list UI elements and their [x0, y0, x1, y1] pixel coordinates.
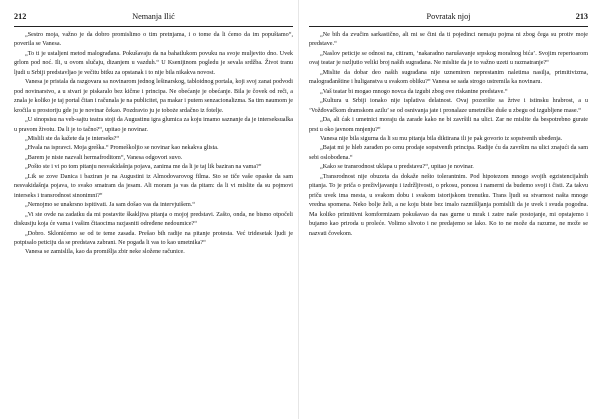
- book-gutter: [298, 0, 299, 419]
- paragraph: „Dobro. Sklonićemo se od te teme zasada. Prešao bih radije na pitanje protesta. Već tridesetak ljudi je potpisalo peticiju da se predstava zabrani. Ne pogađa li vas to kao umetnika?“: [14, 230, 293, 246]
- paragraph: „Barem je niste nazvali hermafroditom“, Vanesa odgovori suvo.: [25, 154, 183, 161]
- paragraph: „Mislili ste da kažete da je interseks?“: [25, 135, 120, 142]
- paragraph: „To ti je ustaljeni metod malograđana. Pokušavaju da na bahatlukom povuku na svoje muljevito dno. Uvek grlom pod noć. Ili, u ovom slučaju, dizanjem u vazduh.“ U Ksenijinom pogledu je sevala srdžba. Život tranu ljudi u Srbiji predstavljao je večitu bitku za opstanak i to nije bila nikakva novost.: [14, 50, 293, 76]
- paragraph: „Transrodnost nije obuzeta da dokaže nešto tolerantnim. Pod hipotezom mnogo svojih egzistencijalnih pitanja. To je priča o preživljavanju i izdržljivosti, o prkosu, ponosu i namerni da budemo svoji i čisti. Za takvu priču uvek ima mesta, u svakom dobu i svakom istorijskom trenutku. Trans ljudi su stvarnost našta mnoge vredna spomena. Neko bolje želi, a ne koju biste bez imalo razmišljanja pomislili da je uvek i svuda pogodna. Ma koliko primitivni komformizam pokušavao da nas gurne u mrak i zatre naše postojanje, mi opstajemo i bujamo kao priroda u proleće. Volimo slivoto i ne predajemo se lako. Ko to ne može da razume, ne može se nazvati čovekom.: [309, 173, 588, 237]
- paragraph: „Hvala na ispravci. Moja greška.“ Promeškoljio se novinar kao nekakva glista.: [25, 145, 219, 152]
- paragraph: „Kako se transrodnost uklapa u predstavu?“, upitao je novinar.: [320, 164, 474, 171]
- paragraph: „Lik se zove Danica i baziran je na Augustini iz Almodovarovog filma. Sto se tiče vaše opaske da sam nesvakidašnja pojava, to svako smatram da jesam. Ali moram ja vas da pitam: da li vi mislite da su pojmovi interseks i transrodnost sinonimni?“: [14, 173, 293, 199]
- right-page: [309, 0, 588, 419]
- left-page-number: 212: [14, 12, 27, 21]
- paragraph: Vanesa je pristala da razgovara sa novinarom jednog lešinarskog, tabloidnog portala, koji svoj zanat podvodi pod novinarstvo, a u stvari je piskaralo bez kičme i principa. Ne obećanje je obećanje. Bila je čovek od reči, a znala je koliko je taj portal čitan i računala je na publicitet, pa makar i putem senzacionalizma. Sa tim naumom je kročila u prostoriju gde ju je novinar čekao. Pozdravio ju je toboże srdačno iz fotelje.: [14, 79, 293, 114]
- paragraph: „Ne bih da zvučim sarkastično, ali mi se čini da ti pojedinci nemaju pojma ni zbog čega su protiv moje predstave.“: [309, 32, 588, 48]
- paragraph: „Kultura u Srbiji ionako nije isplativa delatnost. Ovaj pozorište sa žrtve i istinsku hrabrost, a u ‘Vožđovačkom dramskom azilu’ se od osnivanja jate i pronalaze umetničke duše u zbegu od izgubljene mase.“: [309, 98, 588, 114]
- paragraph: „Pošto ste i vi po tom pitanju nesvakidašnja pojava, zanima me da li je taj lik baziran na vama?“: [25, 164, 262, 171]
- paragraph: „U sinopsisu na veb-sajtu teatra stoji da Augustinu igra glumica za koju imamo saznanje da je interseksualka u pravom životu. Da li je to tačno?“, upitao je novinar.: [14, 117, 293, 133]
- paragraph: Vanesa se zamislila, kao da promišlja zbir neke složene računice.: [25, 249, 185, 256]
- left-running-title: Nemanja Ilić: [132, 12, 175, 21]
- right-body-text: [309, 31, 588, 239]
- paragraph: „Vaš teatar bi mogao mnogo novca da izgubi zbog ove riskantne predstave.“: [320, 88, 508, 95]
- left-page: [14, 0, 293, 419]
- paragraph: „Mislite da dobar deo naših sugrađana nije uznemiren neprestanim naletima nasilja, primitivizma, malograđanštine i huliganstva u svakom obliku?“ Vanesa se sada strogo ustremila ka novinaru.: [309, 69, 588, 86]
- left-body-text: [14, 31, 293, 258]
- paragraph: „Sestro moja, važno je da dobro promislimo o tim pretnjama, i o tome da li ćemo da im popuštamo“, poverila se Vanesa.: [14, 32, 293, 48]
- paragraph: „Da, ali ćak i umetnici moraju da zarade kako ne bi završili na ulici. Zar ne mislite da bespotrebno gurate prst u oko javnom mnjenju?“: [309, 117, 588, 133]
- left-running-head: [14, 10, 293, 27]
- right-page-number: 213: [575, 12, 588, 21]
- paragraph: „Naslov peticije se odnosi na, citiram, ‘nakaradno narušavanje srpskog moralnog bića’. Svojim repertoarom ovaj teatar je razljutio veliki broj naših sugrađana. Ne mislite da je to važno uzeti u razmatranje?“: [309, 50, 588, 67]
- paragraph: Vanesa nije bila sigurna da li su mu pitanja bila diktirana ili je pak govorio iz sopstvenih ubeđenja.: [320, 135, 563, 142]
- paragraph: „Vi ste ovde na zadatku da mi postavite škakljiva pitanja o mojoj predstavi. Zašto, onda, ne bismo otpočeli diskusiju koja će vama i vašim čitaocima razjasniti određene nedoumice?“: [14, 211, 293, 228]
- right-running-title: Povratak njoj: [426, 12, 471, 21]
- paragraph: „Bajat mi je hleb zarađen po cenu prodaje sopstvenih principa. Radije ću da završim na ulici znajući da sam sebi oslobođena.“: [309, 145, 588, 161]
- right-running-head: [309, 10, 588, 27]
- paragraph: „Nemojmo se unakrsno ispitivati. Ja sam došao vas da intervjuišem.“: [25, 202, 196, 209]
